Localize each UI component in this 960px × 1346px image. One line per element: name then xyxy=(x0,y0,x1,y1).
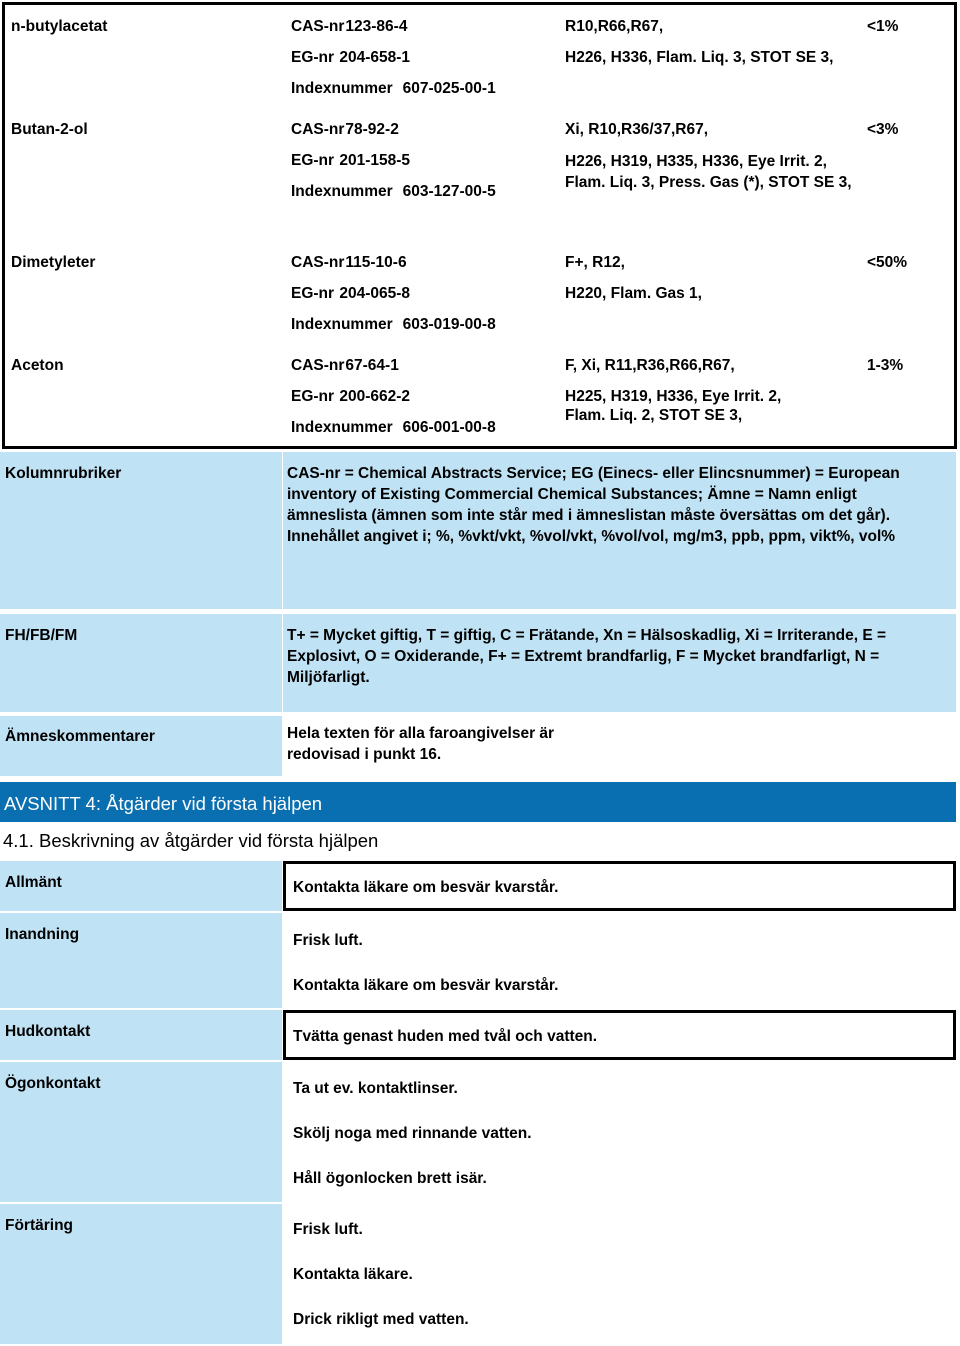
cas-number: CAS-nr67-64-1 xyxy=(291,357,399,374)
percent: <1% xyxy=(867,18,899,35)
kolumnrubriker-text: CAS-nr = Chemical Abstracts Service; EG (Einecs- eller Elincsnummer) = European inventory of Existing Commercial Chemical Substances; Ämne = Namn enligt ämneslista (ämnen som inte står med i ämneslistan måste översättas om det går). Innehållet angivet i; %, %vkt/vkt, %vol/vkt, %vol/vol, mg/m3, ppb, ppm, vikt%, vol% xyxy=(287,465,900,545)
fh-text: T+ = Mycket giftig, T = giftig, C = Frätande, Xn = Hälsoskadlig, Xi = Irriterande, E = Explosivt, O = Oxiderande, F+ = Extremt brandfarlig, F = Mycket brandfarligt, N = Miljöfarligt. xyxy=(287,627,887,686)
fortaring-text-1: Frisk luft. xyxy=(293,1221,363,1238)
classification-h: H220, Flam. Gas 1, xyxy=(565,285,702,302)
inandning-label: Inandning xyxy=(5,926,80,943)
section-title: AVSNITT 4: Åtgärder vid första hjälpen xyxy=(4,793,323,814)
classification-h: H226, H319, H335, H336, Eye Irrit. 2, Flam. Liq. 3, Press. Gas (*), STOT SE 3, xyxy=(565,153,852,191)
cas-number: CAS-nr123-86-4 xyxy=(291,18,408,35)
substance-table xyxy=(2,2,957,449)
fh-label-cell xyxy=(0,614,282,712)
section-subtitle: 4.1. Beskrivning av åtgärder vid första hjälpen xyxy=(3,830,379,851)
fortaring-label: Förtäring xyxy=(5,1217,74,1234)
ogon-label-cell xyxy=(0,1062,282,1202)
percent: <50% xyxy=(867,254,908,271)
ogon-label: Ögonkontakt xyxy=(5,1075,101,1092)
amne-label: Ämneskommentarer xyxy=(5,728,155,745)
amne-label-cell xyxy=(0,716,282,776)
eg-number: EG-nr 204-658-1 xyxy=(291,49,411,66)
hud-label-cell xyxy=(0,1010,282,1060)
inandning-text-2: Kontakta läkare om besvär kvarstår. xyxy=(293,977,559,994)
classification-h: H225, H319, H336, Eye Irrit. 2, Flam. Liq. 2, STOT SE 3, xyxy=(565,388,782,424)
eg-number: EG-nr 200-662-2 xyxy=(291,388,411,405)
inandning-label-cell xyxy=(0,913,282,1008)
classification-r: R10,R66,R67, xyxy=(565,18,664,35)
kolumnrubriker-text-cell xyxy=(283,452,956,609)
index-number: Indexnummer 603-019-00-8 xyxy=(291,316,496,333)
cas-number: CAS-nr115-10-6 xyxy=(291,254,407,271)
classification-r: Xi, R10,R36/37,R67, xyxy=(565,121,709,138)
substance-name: Butan-2-ol xyxy=(11,121,88,138)
hud-label: Hudkontakt xyxy=(5,1023,91,1040)
substance-name: Aceton xyxy=(11,357,64,374)
fortaring-text-3: Drick rikligt med vatten. xyxy=(293,1311,469,1328)
percent: <3% xyxy=(867,121,899,138)
hud-text: Tvätta genast huden med tvål och vatten. xyxy=(293,1028,598,1045)
fh-label: FH/FB/FM xyxy=(5,627,78,644)
substance-name: Dimetyleter xyxy=(11,254,96,271)
index-number: Indexnummer 603-127-00-5 xyxy=(291,183,496,200)
ogon-text-3: Håll ögonlocken brett isär. xyxy=(293,1170,487,1187)
percent: 1-3% xyxy=(867,357,904,374)
allmant-label-cell xyxy=(0,861,282,911)
classification-h: H226, H336, Flam. Liq. 3, STOT SE 3, xyxy=(565,49,834,66)
ogon-text-2: Skölj noga med rinnande vatten. xyxy=(293,1125,532,1142)
allmant-label: Allmänt xyxy=(5,874,62,891)
fortaring-text-2: Kontakta läkare. xyxy=(293,1266,413,1283)
ogon-text-1: Ta ut ev. kontaktlinser. xyxy=(293,1080,458,1097)
index-number: Indexnummer 607-025-00-1 xyxy=(291,80,496,97)
kolumnrubriker-label-cell xyxy=(0,452,282,609)
index-number: Indexnummer 606-001-00-8 xyxy=(291,419,496,436)
kolumnrubriker-label: Kolumnrubriker xyxy=(5,465,122,482)
amne-text-cell xyxy=(283,716,956,776)
section-header xyxy=(0,782,956,822)
eg-number: EG-nr 201-158-5 xyxy=(291,152,411,169)
fh-text-cell xyxy=(283,614,956,712)
allmant-text: Kontakta läkare om besvär kvarstår. xyxy=(293,879,559,896)
cas-number: CAS-nr78-92-2 xyxy=(291,121,399,138)
inandning-text-1: Frisk luft. xyxy=(293,932,363,949)
substance-name: n-butylacetat xyxy=(11,18,108,35)
fortaring-label-cell xyxy=(0,1204,282,1344)
eg-number: EG-nr 204-065-8 xyxy=(291,285,411,302)
classification-r: F+, R12, xyxy=(565,254,625,271)
classification-r: F, Xi, R11,R36,R66,R67, xyxy=(565,357,735,374)
amne-text: Hela texten för alla faroangivelser är redovisad i punkt 16. xyxy=(287,725,555,763)
